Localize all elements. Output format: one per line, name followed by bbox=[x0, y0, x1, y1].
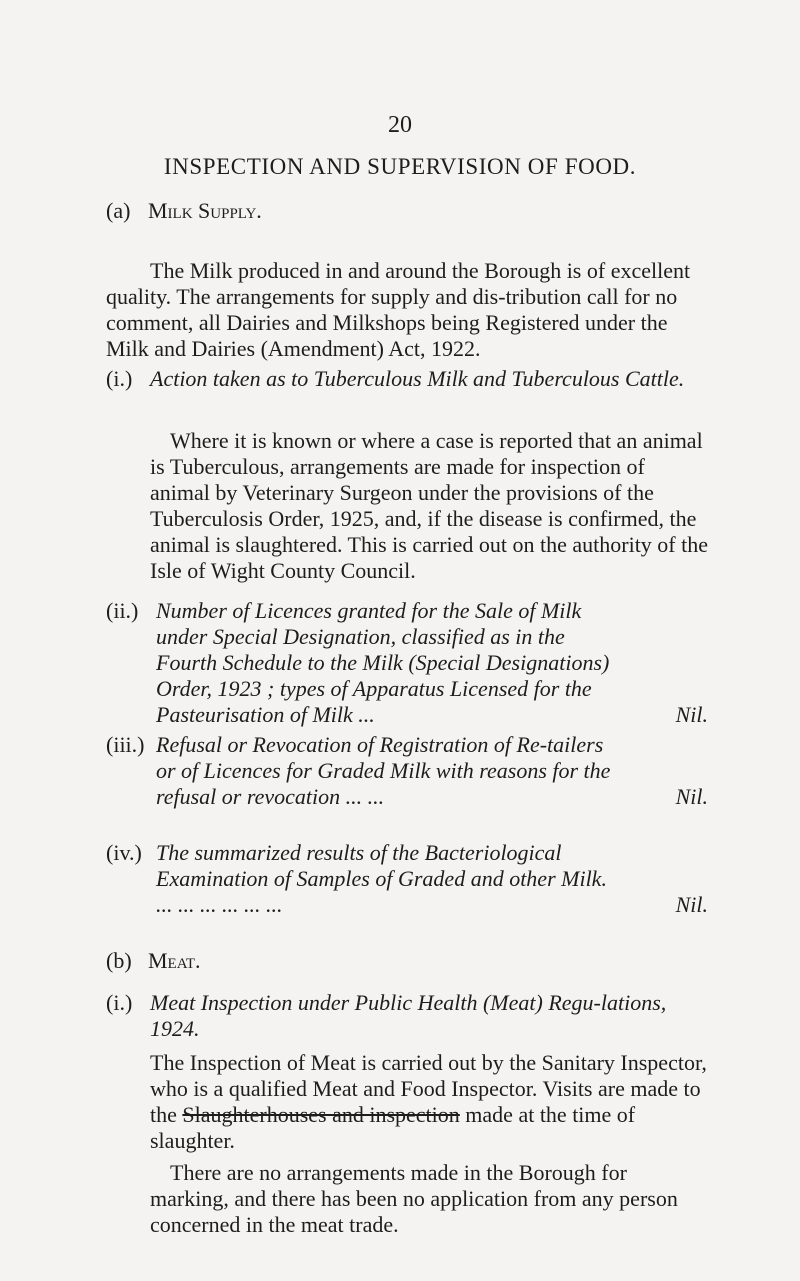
meat-item-1 bbox=[106, 990, 708, 1042]
item-value: Nil. bbox=[675, 702, 708, 727]
item-number: (i.) bbox=[106, 366, 133, 391]
section-milk-heading bbox=[106, 198, 262, 224]
milk-item-3 bbox=[106, 732, 708, 810]
item-number: (i.) bbox=[106, 990, 133, 1015]
milk-item-4 bbox=[106, 840, 708, 918]
item-value: Nil. bbox=[675, 784, 708, 809]
meat-paragraph-1-struck: Slaughterhouses and inspection bbox=[182, 1102, 460, 1127]
item-title: Number of Licences granted for the Sale of Milk under Special Designation, classified as in the Fourth Schedule to the Milk (Special Designations) Order, 1923 ; types of Apparatus Licensed for the Pasteurisation of Milk ... bbox=[156, 598, 610, 727]
item-title: Refusal or Revocation of Registration of Re-tailers or of Licences for Graded Milk with reasons for the refusal or revocation ... ... bbox=[156, 732, 611, 809]
item-number: (iv.) bbox=[106, 840, 142, 865]
milk-item-1 bbox=[106, 366, 708, 392]
item-title: Action taken as to Tuberculous Milk and Tuberculous Cattle. bbox=[150, 366, 685, 391]
section-title: Meat. bbox=[148, 948, 201, 973]
item-value: Nil. bbox=[675, 892, 708, 917]
item-number: (iii.) bbox=[106, 732, 145, 757]
meat-paragraph-2: There are no arrangements made in the Borough for marking, and there has been no application from any person concerned in the meat trade. bbox=[150, 1160, 678, 1237]
section-title: Milk Supply. bbox=[148, 198, 262, 223]
meat-paragraph-1-end: made at the time of slaughter. bbox=[150, 1102, 636, 1153]
item-title: The summarized results of the Bacteriological Examination of Samples of Graded and other Milk. ... ... ... ... ... ... bbox=[156, 840, 607, 917]
item-number: (ii.) bbox=[106, 598, 139, 623]
milk-intro-paragraph: The Milk produced in and around the Borough is of excellent quality. The arrangements for supply and dis-tribution call for no comment, all Dairies and Milkshops being Registered under the Milk and Dairies (Amendment) Act, 1922. bbox=[106, 258, 691, 361]
meat-paragraph-1 bbox=[150, 1050, 708, 1154]
item-title: Meat Inspection under Public Health (Meat) Regu-lations, 1924. bbox=[150, 990, 667, 1041]
section-meat-heading bbox=[106, 948, 201, 974]
milk-item-1-body: Where it is known or where a case is reported that an animal is Tuberculous, arrangements are made for inspection of animal by Veterinary Surgeon under the provisions of the Tuberculosis Order, 1925, and, if the disease is confirmed, the animal is slaughtered. This is carried out on the authority of the Isle of Wight County Council. bbox=[150, 428, 709, 583]
section-label: (b) bbox=[106, 948, 132, 973]
page-number: 20 bbox=[388, 112, 412, 138]
milk-item-2 bbox=[106, 598, 708, 728]
page-title: INSPECTION AND SUPERVISION OF FOOD. bbox=[163, 154, 637, 179]
meat-paragraph-1-start: The Inspection of Meat is carried out by the Sanitary Inspector, who is a qualified Meat and Food Inspector. Visits are made to the bbox=[150, 1050, 707, 1127]
section-label: (a) bbox=[106, 198, 131, 223]
